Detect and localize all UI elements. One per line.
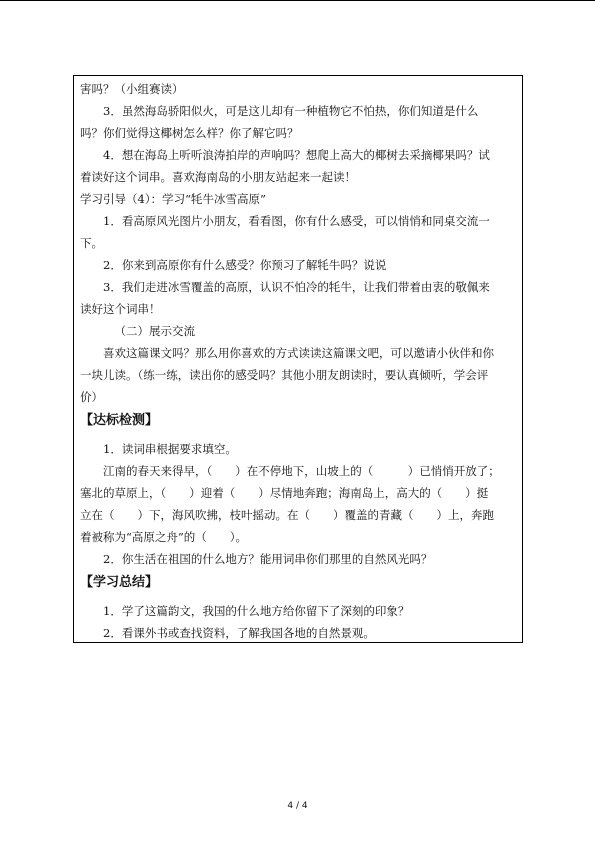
section-title: 学习引导（4）：学习“牦牛冰雪高原” (80, 192, 266, 206)
text-line: 喜欢这篇课文吗？那么用你喜欢的方式读读这篇课文吧，可以邀请小伙伴和你 (103, 346, 494, 360)
text-line: 下。 (80, 236, 103, 250)
text-line: 2．看课外书或查找资料，了解我国各地的自然景观。 (103, 626, 375, 640)
subsection-title: （二）展示交流 (114, 324, 195, 338)
text-line: 江南的春天来得早，（ ）在不停地下，山坡上的（ ）已悄悄开放了； (103, 464, 500, 478)
text-line: 塞北的草原上，（ ）迎着（ ）尽情地奔跑；海南岛上，高大的（ ）挺 (80, 486, 489, 500)
document-body (80, 78, 520, 644)
top-rule (0, 0, 595, 1)
text-line: 着被称为“高原之舟”的（ ）。 (80, 530, 248, 544)
heading-assessment: 【达标检测】 (80, 413, 159, 428)
text-line: 3．我们走进冰雪覆盖的高原，认识不怕冷的牦牛，让我们带着由衷的敬佩来 (103, 280, 490, 294)
page-number: 4 / 4 (287, 801, 308, 811)
text-line: 1．读词串根据要求填空。 (103, 442, 237, 456)
text-line: 一块儿读。（练一练，读出你的感受吗？其他小朋友朗读时，要认真倾听，学会评 (80, 368, 489, 382)
text-line: 3．虽然海岛骄阳似火，可是这儿却有一种植物它不怕热，你们知道是什么 (103, 104, 479, 118)
text-line: 4．想在海岛上听听浪涛拍岸的声响吗？想爬上高大的椰树去采摘椰果吗？试 (103, 148, 490, 162)
text-line: 害吗？（小组赛读） (80, 82, 184, 96)
text-line: 2．你生活在祖国的什么地方？能用词串你们那里的自然风光吗？ (103, 552, 433, 566)
text-line: 吗？你们觉得这椰树怎么样？你了解它吗？ (80, 126, 299, 140)
text-line: 2．你来到高原你有什么感受？你预习了解牦牛吗？说说 (103, 258, 387, 272)
text-line: 1．看高原风光图片小朋友，看看图，你有什么感受，可以悄悄和同桌交流一 (103, 214, 490, 228)
heading-summary: 【学习总结】 (80, 575, 159, 590)
text-line: 1．学了这篇韵文，我国的什么地方给你留下了深刻的印象？ (103, 604, 410, 618)
text-line: 读好这个词串！ (80, 302, 161, 316)
text-line: 立在（ ）下，海风吹拂，枝叶摇动。在（ ）覆盖的青藏（ ）上，奔跑 (80, 508, 494, 522)
text-line: 价） (80, 390, 103, 404)
text-line: 着读好这个词串。喜欢海南岛的小朋友站起来一起读！ (80, 170, 356, 184)
